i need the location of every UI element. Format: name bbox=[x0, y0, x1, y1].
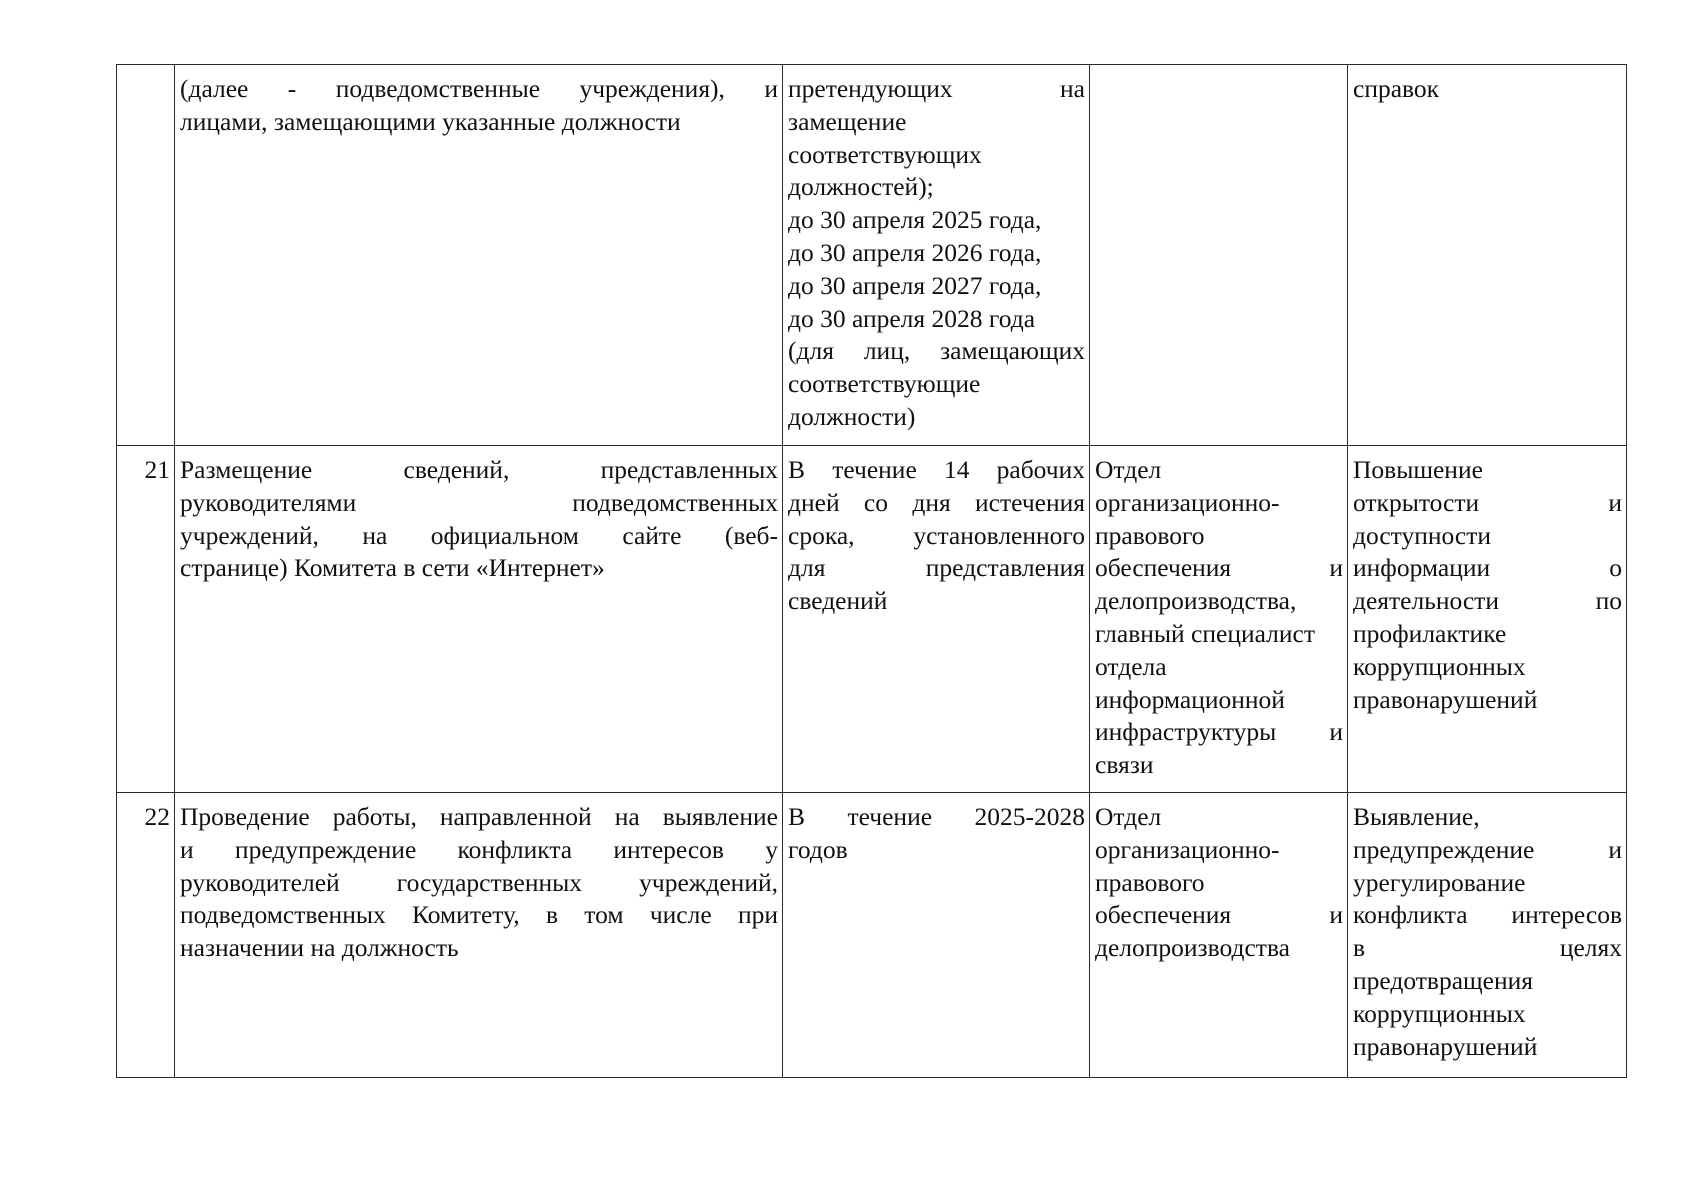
cell-text-line: В течение 14 рабочих bbox=[788, 455, 1085, 484]
cell-text-line: для представления bbox=[788, 553, 1085, 583]
row-number-cell: 21 bbox=[117, 446, 175, 793]
cell-text-line: срока, установленного bbox=[788, 520, 1085, 550]
cell-text-line: правонарушений bbox=[1353, 1031, 1538, 1061]
cell-text-line: до 30 апреля 2027 года, bbox=[788, 270, 1042, 300]
cell-text-line: Отдел bbox=[1095, 802, 1162, 831]
cell-text-line: Выявление, bbox=[1353, 802, 1480, 831]
cell-text-line: подведомственных Комитету, в том числе при bbox=[180, 900, 778, 930]
cell-text-line: и предупреждение конфликта интересов у bbox=[180, 834, 778, 864]
cell-text-line: коррупционных bbox=[1353, 651, 1526, 681]
cell-text-line: доступности bbox=[1353, 520, 1492, 550]
cell-text-line: конфликта интересов bbox=[1353, 900, 1622, 930]
cell-text-line: Размещение сведений, представленных bbox=[180, 455, 778, 484]
cell-text-line: руководителей государственных учреждений, bbox=[180, 867, 778, 897]
cell-text-line: отдела bbox=[1095, 651, 1167, 681]
cell-text-line: претендующих на bbox=[788, 74, 1085, 103]
cell-text-line: до 30 апреля 2026 года, bbox=[788, 237, 1042, 267]
event-cell bbox=[175, 65, 783, 446]
cell-text-line: предотвращения bbox=[1353, 965, 1533, 995]
cell-text-line: организационно- bbox=[1095, 834, 1280, 864]
cell-text-line: связи bbox=[1095, 750, 1154, 780]
cell-text-line: обеспечения и bbox=[1095, 900, 1343, 930]
cell-text-line: главный специалист bbox=[1095, 618, 1315, 648]
cell-text-line: Проведение работы, направленной на выявление bbox=[180, 802, 778, 831]
cell-text-line: правового bbox=[1095, 520, 1205, 550]
cell-text-line: инфраструктуры и bbox=[1095, 717, 1343, 747]
cell-text-line: соответствующие bbox=[788, 369, 981, 399]
cell-text-line: дней со дня истечения bbox=[788, 487, 1085, 517]
cell-text-line: организационно- bbox=[1095, 487, 1280, 517]
deadline-cell bbox=[783, 446, 1090, 793]
table-row bbox=[117, 65, 1627, 446]
cell-text-line: обеспечения и bbox=[1095, 553, 1343, 583]
cell-text-line: правового bbox=[1095, 867, 1205, 897]
cell-text-line: Повышение bbox=[1353, 455, 1483, 484]
deadline-cell bbox=[783, 793, 1090, 1078]
cell-text-line: до 30 апреля 2028 года bbox=[788, 303, 1036, 333]
result-cell bbox=[1348, 446, 1627, 793]
cell-text-line: профилактике bbox=[1353, 618, 1507, 648]
cell-text-line: (далее - подведомственные учреждения), и bbox=[180, 74, 778, 103]
table-row bbox=[117, 793, 1627, 1078]
responsible-cell bbox=[1090, 793, 1348, 1078]
cell-text-line: руководителями подведомственных bbox=[180, 487, 778, 517]
table-row bbox=[117, 446, 1627, 793]
cell-text-line: учреждений, на официальном сайте (веб- bbox=[180, 520, 778, 550]
event-cell bbox=[175, 446, 783, 793]
cell-text-line: Отдел bbox=[1095, 455, 1162, 484]
row-number-cell bbox=[117, 65, 175, 446]
cell-text-line: (для лиц, замещающих bbox=[788, 336, 1085, 366]
cell-text-line: назначении на должность bbox=[180, 933, 459, 963]
cell-text-line: до 30 апреля 2025 года, bbox=[788, 205, 1042, 235]
cell-text-line: делопроизводства, bbox=[1095, 586, 1297, 616]
cell-text-line: информации о bbox=[1353, 553, 1622, 583]
cell-text-line: должности) bbox=[788, 401, 916, 431]
row-number-cell: 22 bbox=[117, 793, 175, 1078]
cell-text-line: коррупционных bbox=[1353, 998, 1526, 1028]
cell-text-line: годов bbox=[788, 834, 848, 864]
responsible-cell bbox=[1090, 446, 1348, 793]
cell-text-line: соответствующих bbox=[788, 139, 982, 169]
cell-text-line: делопроизводства bbox=[1095, 933, 1290, 963]
cell-text-line: предупреждение и bbox=[1353, 834, 1622, 864]
cell-text-line: В течение 2025-2028 bbox=[788, 802, 1085, 831]
responsible-cell bbox=[1090, 65, 1348, 446]
cell-text-line: справок bbox=[1353, 74, 1440, 103]
event-cell bbox=[175, 793, 783, 1078]
cell-text-line: деятельности по bbox=[1353, 586, 1622, 616]
cell-text-line: должностей); bbox=[788, 172, 934, 202]
cell-text-line: лицами, замещающими указанные должности bbox=[180, 106, 681, 136]
cell-text-line: правонарушений bbox=[1353, 684, 1538, 714]
cell-text-line: замещение bbox=[788, 106, 907, 136]
deadline-cell bbox=[783, 65, 1090, 446]
cell-text-line: в целях bbox=[1353, 933, 1622, 963]
cell-text-line: открытости и bbox=[1353, 487, 1622, 517]
cell-text-line: урегулирование bbox=[1353, 867, 1526, 897]
result-cell bbox=[1348, 793, 1627, 1078]
result-cell bbox=[1348, 65, 1627, 446]
anticorruption-plan-table bbox=[116, 64, 1627, 1078]
cell-text-line: информационной bbox=[1095, 684, 1285, 714]
cell-text-line: сведений bbox=[788, 586, 888, 616]
table-body bbox=[117, 65, 1627, 1078]
cell-text-line: странице) Комитета в сети «Интернет» bbox=[180, 553, 605, 583]
